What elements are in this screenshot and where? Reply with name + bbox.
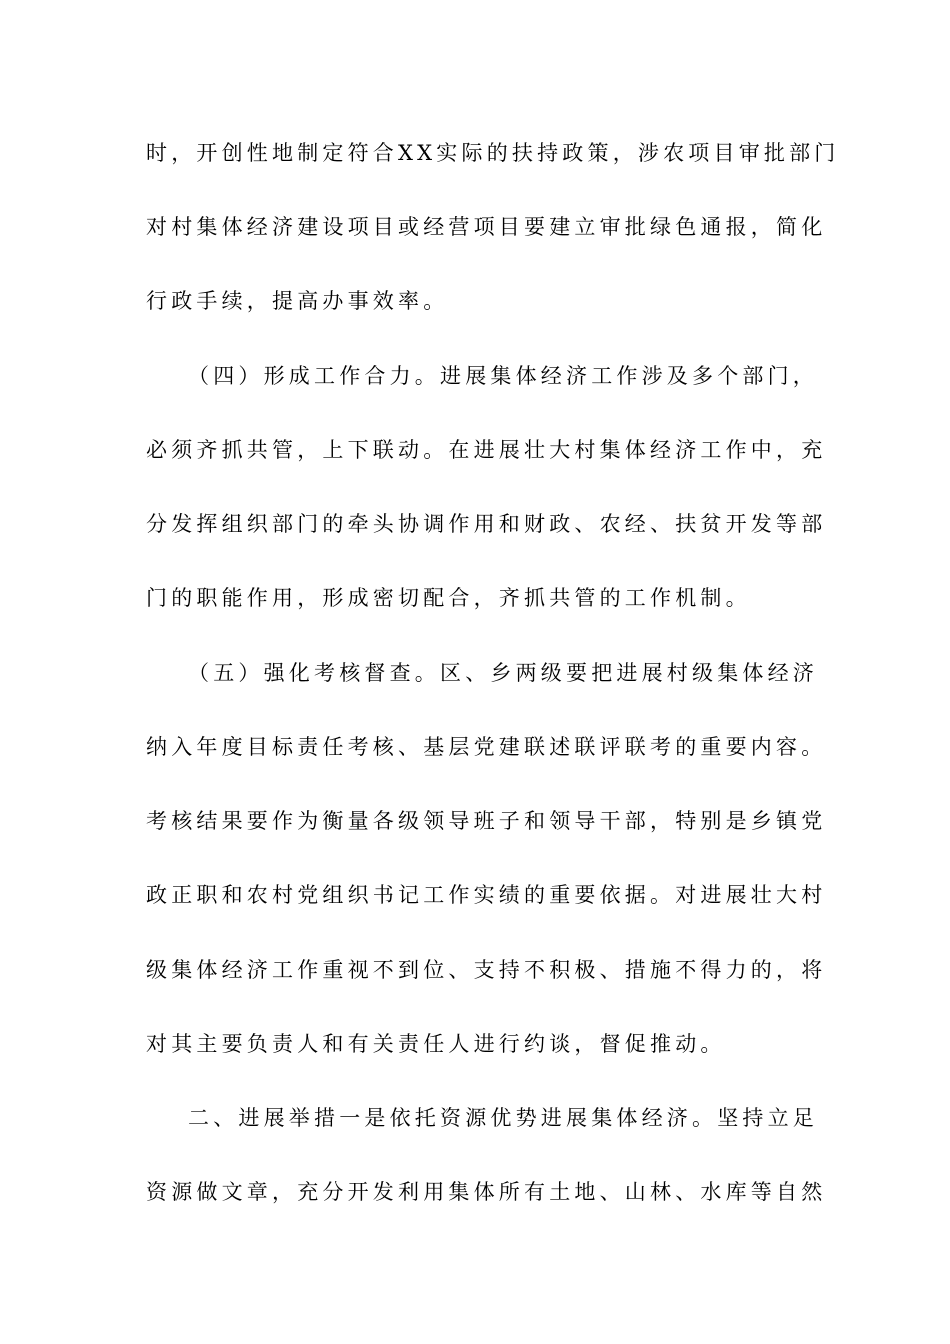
text-line-13: 对其主要负责人和有关责任人进行约谈，督促推动。 — [146, 1032, 726, 1056]
text-line-5: 必须齐抓共管，上下联动。在进展壮大村集体经济工作中，充 — [146, 438, 827, 462]
text-line-4: （四）形成工作合力。进展集体经济工作涉及多个部门， — [188, 364, 818, 388]
text-line-12: 级集体经济工作重视不到位、支持不积极、措施不得力的，将 — [146, 958, 827, 982]
text-line-9: 纳入年度目标责任考核、基层党建联述联评联考的重要内容。 — [146, 735, 827, 759]
text-line-10: 考核结果要作为衡量各级领导班子和领导干部，特别是乡镇党 — [146, 809, 827, 833]
text-line-8: （五）强化考核督查。区、乡两级要把进展村级集体经济 — [188, 661, 818, 685]
text-line-15: 资源做文章，充分开发利用集体所有土地、山林、水库等自然 — [146, 1180, 827, 1204]
text-line-11: 政正职和农村党组织书记工作实绩的重要依据。对进展壮大村 — [146, 883, 827, 907]
text-line-1: 时，开创性地制定符合XX实际的扶持政策，涉农项目审批部门 — [146, 141, 840, 165]
text-line-2: 对村集体经济建设项目或经营项目要建立审批绿色通报，简化 — [146, 215, 827, 239]
text-line-7: 门的职能作用，形成密切配合，齐抓共管的工作机制。 — [146, 586, 751, 610]
text-line-6: 分发挥组织部门的牵头协调作用和财政、农经、扶贫开发等部 — [146, 512, 827, 536]
text-line-3: 行政手续，提高办事效率。 — [146, 289, 449, 313]
text-line-14: 二、进展举措一是依托资源优势进展集体经济。坚持立足 — [188, 1106, 818, 1130]
